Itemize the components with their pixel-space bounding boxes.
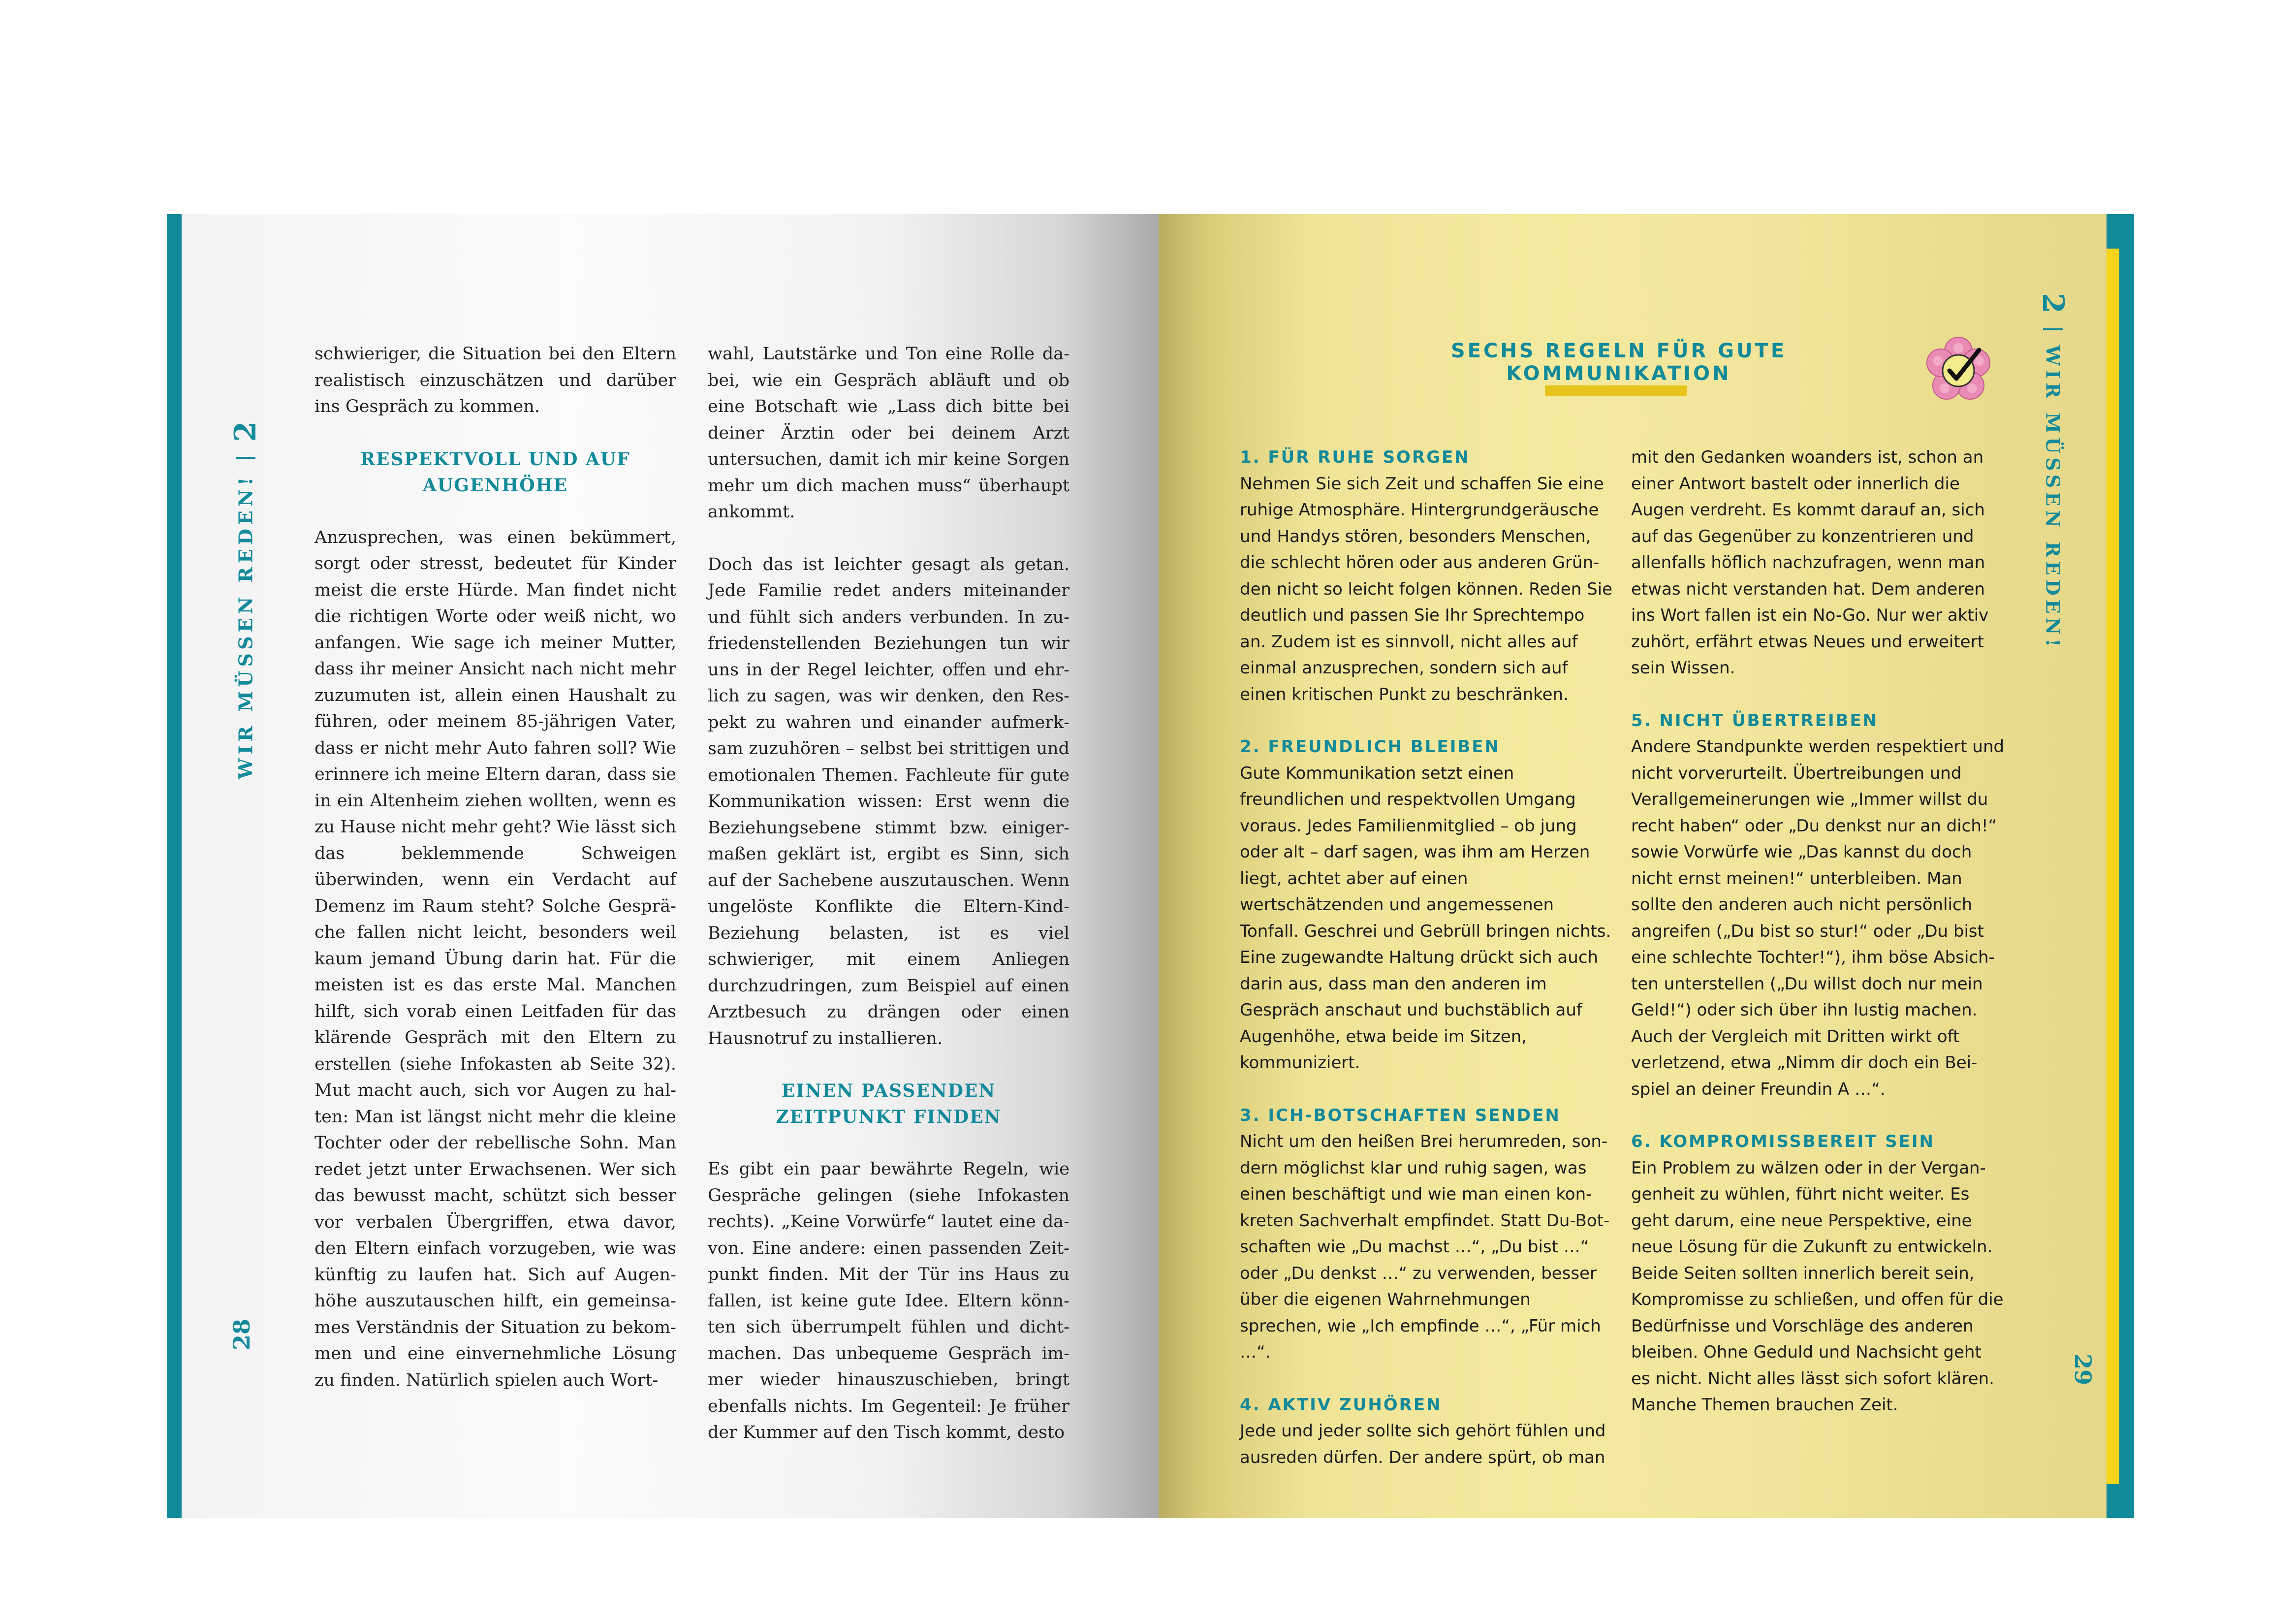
rule-title: 3. ICH-BOTSCHAFTEN SENDEN [1240,1105,1561,1125]
rule-continuation: mit den Gedanken woanders ist, schon an einer Antwort bastelt oder innerlich die Augen verdreht. Es kommt darauf an, sich auf das Gegenüber zu konzentrieren und allenfalls höflich nachzufragen, wenn man etwas nicht verstanden hat. Dem anderen ins Wort fallen ist ein No-Go. Nur wer aktiv zuhört, erfährt etwas Neues und erweitert sein Wissen. [1631,447,1989,678]
section-heading: RESPEKTVOLL UND AUF AUGENHÖHE [360,448,630,496]
running-head-right [2036,293,2070,651]
rule-item [1240,1392,1614,1471]
cover-edge-left [167,214,182,1518]
section-heading: EINEN PASSENDEN ZEITPUNKT FINDEN [776,1080,1002,1127]
running-head-left [228,421,263,779]
infobox-title: SECHS REGELN FÜR GUTE KOMMUNIKATION [1450,340,1787,385]
rules-column-1 [1240,445,1614,1497]
paragraph: Doch das ist leichter gesagt als getan. Jede Familie redet anders miteinander und fühlt sich anders verbunden. In zufriedenstellenden Beziehungen tun wir uns in der Regel leichter, offen und ehrlich zu sagen, was wir denken, den Respekt zu wahren und einander aufmerksam zuzuhören – selbst bei strittigen und emotionalen Themen. Fachleute für gute Kommunikation wissen: Erst wenn die Beziehungsebene stimmt bzw. einigermaßen geklärt ist, ergibt es Sinn, sich auf der Sachebene auszutauschen. Wenn ungelöste Konflikte die Eltern-Kind-Beziehung belasten, ist es viel schwieriger, mit einem Anliegen durchzudringen, zum Beispiel auf einen Arztbesuch zu drängen oder einen Hausnotruf zu installieren. [708,554,1069,1048]
paragraph: wahl, Lautstärke und Ton eine Rolle dabei, wie ein Gespräch abläuft und ob eine Botschaft wie „Lass dich bitte bei deiner Ärztin oder bei deinem Arzt untersuchen, damit ich mir keine Sorgen mehr um dich machen muss“ überhaupt ankommt. [708,344,1069,522]
rule-text: Jede und jeder sollte sich gehört fühlen und ausreden dürfen. Der andere spürt, ob man [1240,1421,1606,1467]
rule-text: Nicht um den heißen Brei herumreden, sondern möglichst klar und ruhig sagen, was einen beschäftigt und wie man einen konkreten Sachverhalt empfindet. Statt Du-Botschaften wie „Du machst …“, „Du bist …“ oder „Du denkst …“ zu verwenden, besser über die eigenen Wahrnehmungen sprechen, wie „Ich empfinde …“, „Für mich …“. [1240,1132,1610,1362]
paragraph: schwieriger, die Situation bei den Eltern realistisch einzuschätzen und darüber ins Gespräch zu kommen. [315,344,676,416]
running-head-divider [236,457,255,459]
open-book [167,214,2134,1518]
rule-item [1240,445,1614,708]
paragraph: Es gibt ein paar bewährte Regeln, wie Gespräche gelingen (siehe Infokasten rechts). „Keine Vorwürfe“ lautet eine davon. Eine andere: einen passenden Zeitpunkt finden. Mit der Tür ins Haus zu fallen, ist keine gute Idee. Eltern könnten sich überrumpelt fühlen und dichtmachen. Das unbequeme Gespräch immer wieder hinauszuschieben, bringt ebenfalls nichts. Im Gegenteil: Je früher der Kummer auf den Tisch kommt, desto [708,1159,1069,1442]
running-head-title: WIR MÜSSEN REDEN! [234,473,257,779]
rule-text: Ein Problem zu wälzen oder in der Vergangenheit zu wühlen, führt nicht weiter. Es geht darum, eine neue Perspektive, eine neue Lösung für die Zukunft zu entwickeln. Beide Seiten sollten innerlich bereit sein, Kompromisse zu schließen, und offen für die Bedürfnisse und Vorschläge des anderen bleiben. Ohne Geduld und Nachsicht geht es nicht. Nicht alles lässt sich sofort klären. Manche Themen brauchen Zeit. [1631,1158,2004,1415]
left-column-2 [708,341,1069,1472]
running-head-divider [2043,328,2063,330]
rule-item [1631,708,2005,1103]
rule-title: 2. FREUNDLICH BLEIBEN [1240,737,1500,757]
paragraph: Anzusprechen, was einen bekümmert, sorgt oder stresst, bedeutet für Kinder meist die erste Hürde. Man findet nicht die richtigen Worte oder weiß nicht, wo anfangen. Wie sage ich meiner Mutter, dass ihr meiner Ansicht nach nicht mehr zuzumuten ist, allein einen Haushalt zu führen, oder meinem 85-jährigen Vater, dass er nicht mehr Auto fahren soll? Wie erinnere ich meine Eltern daran, dass sie in ein Altenheim ziehen wollten, wenn es zu Hause nicht mehr geht? Wie lässt sich das beklemmende Schweigen überwinden, wenn ein Verdacht auf Demenz im Raum steht? Solche Gespräche fallen nicht leicht, besonders weil kaum jemand Übung darin hat. Für die meisten ist es das erste Mal. Manchen hilft, sich vorab einen Leitfaden für das klärende Gespräch mit den Eltern zu erstellen (siehe Infokasten ab Seite 32). Mut macht auch, sich vor Augen zu halten: Man ist längst nicht mehr die kleine Tochter oder der rebellische Sohn. Man redet jetzt unter Erwachsenen. Wer sich das bewusst macht, schützt sich besser vor verbalen Übergriffen, etwa davor, den Eltern einfach vorzugeben, wie was künftig zu laufen hat. Sich auf Augenhöhe auszutauschen hilft, ein gemeinsames Verständnis der Situation zu bekommen und eine einvernehmliche Lösung zu finden. Natürlich spielen auch Wort- [315,527,676,1390]
chapter-number: 2 [2036,293,2070,314]
running-head-title: WIR MÜSSEN REDEN! [2042,345,2064,651]
rule-item [1631,1129,2005,1419]
title-underline-bar [1545,385,1687,396]
left-column-1 [315,341,676,1420]
rule-title: 1. FÜR RUHE SORGEN [1240,447,1470,467]
rule-title: 6. KOMPROMISSBEREIT SEIN [1631,1132,1935,1151]
cover-edge-right [2119,214,2134,1518]
rule-title: 5. NICHT ÜBERTREIBEN [1631,710,1879,731]
rules-column-2 [1631,445,2005,1445]
rule-text: Gute Kommunikation setzt einen freundlichen und respektvollen Umgang voraus. Jedes Familienmitglied – ob jung oder alt – darf sagen, was ihm am Herzen liegt, achtet aber auf einen wertschätzenden und angemessenen Tonfall. Geschrei und Gebrüll bringen nichts. Eine zugewandte Haltung drückt sich auch darin aus, dass man den anderen im Gespräch anschaut und buchstäblich auf Augenhöhe, etwa beide im Sitzen, kommuniziert. [1240,763,1611,1073]
page-number-left: 28 [228,1318,255,1350]
chapter-number: 2 [228,421,263,442]
rule-text: Andere Standpunkte werden respektiert und nicht vorverurteilt. Übertreibungen und Verallgemeinerungen wie „Immer willst du recht haben“ oder „Du denkst nur an dich!“ sowie Vorwürfe wie „Das kannst du doch nicht ernst meinen!“ unterbleiben. Man sollte den anderen auch nicht persönlich angreifen („Du bist so stur!“ oder „Du bist eine schlechte Tochter!“), ihm böse Absichten unterstellen („Du willst doch nur mein Geld!“) oder sich über ihn lustig machen. Auch der Vergleich mit Dritten wirkt oft verletzend, etwa „Nimm dir doch ein Beispiel an deiner Freundin A …“. [1631,737,2005,1099]
flower-checkmark-icon [1919,332,1998,411]
rule-item [1240,1103,1614,1366]
page-edge-yellow [2107,214,2119,1518]
rule-item [1240,734,1614,1077]
rule-text: Nehmen Sie sich Zeit und schaffen Sie eine ruhige Atmosphäre. Hintergrundgeräusche und Handys stören, besonders Menschen, die schlecht hören oder aus anderen Gründen nicht so leicht folgen können. Reden Sie deutlich und passen Sie Ihr Sprechtempo an. Zudem ist es sinnvoll, nicht alles auf einmal anzusprechen, sondern sich auf einen kritischen Punkt zu beschränken. [1240,474,1613,704]
page-number-right: 29 [2070,1354,2096,1386]
rule-title: 4. AKTIV ZUHÖREN [1240,1395,1442,1415]
